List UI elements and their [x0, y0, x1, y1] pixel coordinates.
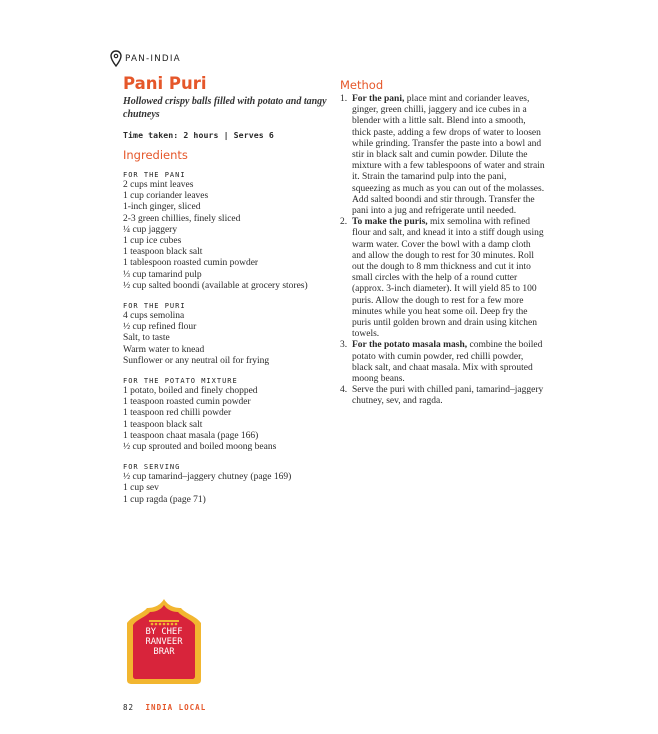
- recipe-right-column: [340, 78, 545, 408]
- ingredient-group-title: FOR THE POTATO MIXTURE: [123, 377, 238, 386]
- step-number: 2.: [340, 217, 348, 228]
- recipe-time-serves: Time taken: 2 hours | Serves 6: [123, 130, 274, 140]
- ingredient-item: 1 cup ragda (page 71): [123, 494, 206, 505]
- ingredient-item: ⅓ cup tamarind pulp: [123, 269, 202, 280]
- ingredient-item: 1 cup coriander leaves: [123, 191, 209, 202]
- ingredient-item: 1 teaspoon red chilli powder: [123, 408, 232, 419]
- region-label: PAN-INDIA: [125, 53, 181, 64]
- region-tag: [110, 50, 181, 67]
- page-number: 82: [123, 703, 135, 712]
- ingredient-item: 1 teaspoon black salt: [123, 247, 203, 258]
- ingredients-heading: Ingredients: [123, 148, 188, 162]
- ingredient-item: 1-inch ginger, sliced: [123, 202, 201, 213]
- badge-text: [123, 627, 205, 657]
- ingredient-item: ½ cup salted boondi (available at grocery stores): [123, 280, 308, 291]
- ingredient-groups: [123, 170, 328, 506]
- step-body: [352, 94, 545, 217]
- ingredient-item: Salt, to taste: [123, 333, 170, 344]
- method-step: [340, 385, 545, 407]
- method-step: [340, 94, 545, 217]
- recipe-title: Pani Puri: [123, 74, 207, 93]
- badge-line: BRAR: [153, 647, 175, 657]
- ingredient-list: [123, 180, 328, 292]
- ingredient-group-title: FOR THE PANI: [123, 171, 186, 179]
- ingredient-item: ½ cup refined flour: [123, 322, 197, 333]
- ingredient-item: 1 teaspoon chaat masala (page 166): [123, 430, 259, 441]
- book-title: INDIA LOCAL: [145, 703, 207, 712]
- step-number: 4.: [340, 385, 348, 396]
- step-lead: To make the puris,: [352, 217, 428, 228]
- step-body: [352, 217, 545, 340]
- step-body: [352, 385, 545, 407]
- step-lead: For the pani,: [352, 94, 405, 104]
- ingredient-item: 4 cups semolina: [123, 311, 185, 322]
- step-body: [352, 340, 545, 385]
- chef-badge: [123, 596, 205, 686]
- step-number: 1.: [340, 94, 348, 104]
- recipe-left-column: [123, 74, 328, 506]
- method-step: [340, 217, 545, 340]
- ingredient-item: 2 cups mint leaves: [123, 180, 194, 190]
- step-text: place mint and coriander leaves, ginger, green chilli, jaggery and ice cubes in a blender with a little salt. Blend into a smooth, thick paste, adding a few drops of water to loosen while grinding. Transfer the paste into a bowl and stir in black salt and cumin powder. Dilute the mixture with a few tablespoons of water and strain it. Strain the tamarind pulp into the pani, squeezing as much as you can out of the molasses. Add salted boondi and stir through. Transfer the pani into a jug and refrigerate until needed.: [352, 94, 545, 217]
- ingredient-list: [123, 386, 328, 453]
- ingredient-item: Warm water to knead: [123, 344, 205, 355]
- step-number: 3.: [340, 340, 348, 351]
- method-steps: [340, 94, 545, 408]
- ingredient-group-title: FOR THE PURI: [123, 302, 186, 311]
- ingredient-item: 1 teaspoon black salt: [123, 419, 203, 430]
- ingredient-item: 1 tablespoon roasted cumin powder: [123, 258, 259, 269]
- step-text: mix semolina with refined flour and salt, and knead it into a stiff dough using warm water. Cover the bowl with a damp cloth and allow the dough to rest for 30 minutes. Roll out the dough to 8 mm thickness and cut it into small circles with the help of a round cutter (approx. 3-inch diameter). It will yield 85 to 100 puris. Allow the dough to rest for a few more minutes while you heat some oil. Deep fry the puris until golden brown and drain using kitchen towels.: [352, 217, 544, 340]
- ingredient-item: Sunflower or any neutral oil for frying: [123, 355, 270, 366]
- ingredient-item: 1 teaspoon roasted cumin powder: [123, 397, 251, 408]
- ingredient-item: 1 cup sev: [123, 483, 159, 494]
- ingredient-list: [123, 472, 328, 506]
- ingredient-item: ¼ cup jaggery: [123, 224, 178, 235]
- ingredient-item: 1 cup ice cubes: [123, 236, 182, 247]
- location-pin-icon: [110, 50, 122, 67]
- recipe-subtitle: Hollowed crispy balls filled with potato and tangy chutneys: [123, 96, 327, 120]
- method-heading: Method: [340, 78, 384, 92]
- method-step: [340, 340, 545, 385]
- badge-line: RANVEER: [145, 637, 183, 647]
- ingredient-item: ½ cup tamarind–jaggery chutney (page 169): [123, 472, 292, 483]
- ingredient-list: [123, 311, 328, 367]
- page-footer: [123, 703, 206, 712]
- ingredient-item: 2-3 green chillies, finely sliced: [123, 213, 241, 224]
- step-text: combine the boiled potato with cumin powder, red chilli powder, black salt, and chaat masala. Mix with sprouted moong beans.: [352, 340, 543, 385]
- ingredient-item: ½ cup sprouted and boiled moong beans: [123, 442, 277, 453]
- ingredient-group-title: FOR SERVING: [123, 463, 181, 472]
- ingredient-item: 1 potato, boiled and finely chopped: [123, 386, 258, 397]
- badge-line: BY CHEF: [145, 627, 183, 637]
- step-text: Serve the puri with chilled pani, tamarind–jaggery chutney, sev, and ragda.: [352, 385, 544, 407]
- step-lead: For the potato masala mash,: [352, 340, 468, 351]
